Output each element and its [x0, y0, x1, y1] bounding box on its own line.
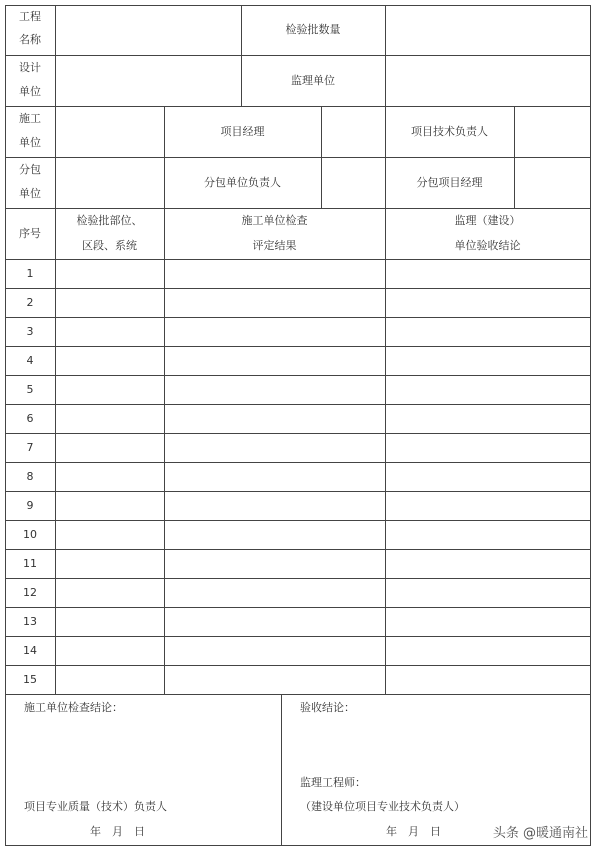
location-cell[interactable] — [56, 463, 164, 491]
col-location-header-2: 区段、系统 — [82, 239, 137, 252]
project-manager-field[interactable] — [322, 107, 385, 157]
supervision-conclusion-cell[interactable] — [386, 521, 590, 549]
design-unit-field[interactable] — [56, 56, 241, 106]
row-number: 9 — [26, 499, 34, 512]
row-number: 3 — [26, 325, 34, 338]
col-seq-header: 序号 — [19, 227, 41, 240]
construction-result-cell[interactable] — [165, 579, 385, 607]
batch-count-field[interactable] — [386, 6, 590, 55]
col-construction-result-header-2: 评定结果 — [252, 239, 297, 252]
col-supervision-conclusion-header-1: 监理（建设） — [454, 214, 521, 227]
tech-lead-field[interactable] — [515, 107, 590, 157]
location-cell[interactable] — [56, 260, 164, 288]
border-right — [590, 5, 591, 846]
col-construction-result-header-1: 施工单位检查 — [241, 214, 308, 227]
row-number: 4 — [26, 354, 34, 367]
location-cell[interactable] — [56, 637, 164, 665]
row-number: 5 — [26, 383, 34, 396]
row-number: 13 — [23, 615, 37, 628]
construction-result-cell[interactable] — [165, 637, 385, 665]
supervisor-label: 监理工程师： — [300, 776, 366, 789]
construction-conclusion-label: 施工单位检查结论： — [24, 701, 123, 714]
construction-result-cell[interactable] — [165, 434, 385, 462]
column-divider — [55, 259, 56, 694]
supervision-conclusion-cell[interactable] — [386, 492, 590, 520]
location-cell[interactable] — [56, 347, 164, 375]
subcontract-pm-label: 分包项目经理 — [416, 176, 483, 189]
subcontract-lead-label: 分包单位负责人 — [204, 176, 281, 189]
construction-result-cell[interactable] — [165, 608, 385, 636]
row-number: 12 — [23, 586, 37, 599]
acceptance-conclusion-label: 验收结论： — [300, 701, 355, 714]
project-name-label-1: 工程 — [19, 10, 41, 23]
batch-count-label: 检验批数量 — [285, 23, 341, 36]
row-number: 10 — [23, 528, 37, 541]
construction-unit-field[interactable] — [56, 107, 164, 157]
supervision-conclusion-cell[interactable] — [386, 289, 590, 317]
owner-signer-label: （建设单位项目专业技术负责人） — [300, 800, 465, 813]
location-cell[interactable] — [56, 289, 164, 317]
construction-result-cell[interactable] — [165, 347, 385, 375]
supervision-conclusion-cell[interactable] — [386, 318, 590, 346]
construction-unit-label-2: 单位 — [19, 136, 41, 149]
location-cell[interactable] — [56, 579, 164, 607]
column-divider — [385, 259, 386, 694]
row-number: 11 — [23, 557, 37, 570]
watermark: 头条 @暖通南社 — [492, 826, 588, 841]
subcontract-pm-field[interactable] — [515, 158, 590, 208]
construction-result-cell[interactable] — [165, 492, 385, 520]
construction-result-cell[interactable] — [165, 666, 385, 694]
location-cell[interactable] — [56, 376, 164, 404]
supervision-conclusion-cell[interactable] — [386, 260, 590, 288]
location-cell[interactable] — [56, 405, 164, 433]
subcontract-lead-field[interactable] — [322, 158, 385, 208]
construction-signer-label: 项目专业质量（技术）负责人 — [24, 800, 167, 813]
design-unit-label-2: 单位 — [19, 85, 41, 98]
row-number: 6 — [26, 412, 34, 425]
location-cell[interactable] — [56, 666, 164, 694]
supervision-conclusion-cell[interactable] — [386, 405, 590, 433]
location-cell[interactable] — [56, 521, 164, 549]
row-number: 8 — [26, 470, 34, 483]
row-number: 2 — [26, 296, 34, 309]
supervision-conclusion-cell[interactable] — [386, 347, 590, 375]
border-bottom — [5, 845, 591, 846]
construction-unit-label-1: 施工 — [19, 112, 41, 125]
supervision-conclusion-cell[interactable] — [386, 608, 590, 636]
construction-date: 年 月 日 — [90, 825, 145, 838]
location-cell[interactable] — [56, 492, 164, 520]
project-manager-label: 项目经理 — [220, 125, 265, 138]
row-number: 15 — [23, 673, 37, 686]
design-unit-label-1: 设计 — [19, 61, 41, 74]
supervision-unit-label: 监理单位 — [291, 74, 335, 87]
location-cell[interactable] — [56, 434, 164, 462]
subcontract-unit-field[interactable] — [56, 158, 164, 208]
column-divider — [164, 259, 165, 694]
subcontract-unit-label-1: 分包 — [19, 163, 41, 176]
construction-result-cell[interactable] — [165, 405, 385, 433]
construction-result-cell[interactable] — [165, 521, 385, 549]
supervision-conclusion-cell[interactable] — [386, 550, 590, 578]
location-cell[interactable] — [56, 608, 164, 636]
supervision-conclusion-cell[interactable] — [386, 376, 590, 404]
supervision-conclusion-cell[interactable] — [386, 434, 590, 462]
construction-result-cell[interactable] — [165, 550, 385, 578]
project-name-label-2: 名称 — [19, 33, 41, 46]
tech-lead-label: 项目技术负责人 — [411, 125, 488, 138]
supervision-conclusion-cell[interactable] — [386, 579, 590, 607]
subcontract-unit-label-2: 单位 — [19, 187, 41, 200]
row-number: 14 — [23, 644, 37, 657]
supervision-conclusion-cell[interactable] — [386, 463, 590, 491]
row-number: 1 — [26, 267, 34, 280]
supervision-unit-field[interactable] — [386, 56, 590, 106]
supervision-conclusion-cell[interactable] — [386, 666, 590, 694]
construction-result-cell[interactable] — [165, 289, 385, 317]
acceptance-date: 年 月 日 — [386, 825, 441, 838]
construction-result-cell[interactable] — [165, 376, 385, 404]
col-supervision-conclusion-header-2: 单位验收结论 — [454, 239, 521, 252]
construction-result-cell[interactable] — [165, 260, 385, 288]
row-number: 7 — [26, 441, 34, 454]
construction-result-cell[interactable] — [165, 463, 385, 491]
supervision-conclusion-cell[interactable] — [386, 637, 590, 665]
location-cell[interactable] — [56, 550, 164, 578]
col-location-header-1: 检验批部位、 — [76, 214, 143, 227]
project-name-field[interactable] — [56, 6, 241, 55]
construction-result-cell[interactable] — [165, 318, 385, 346]
location-cell[interactable] — [56, 318, 164, 346]
